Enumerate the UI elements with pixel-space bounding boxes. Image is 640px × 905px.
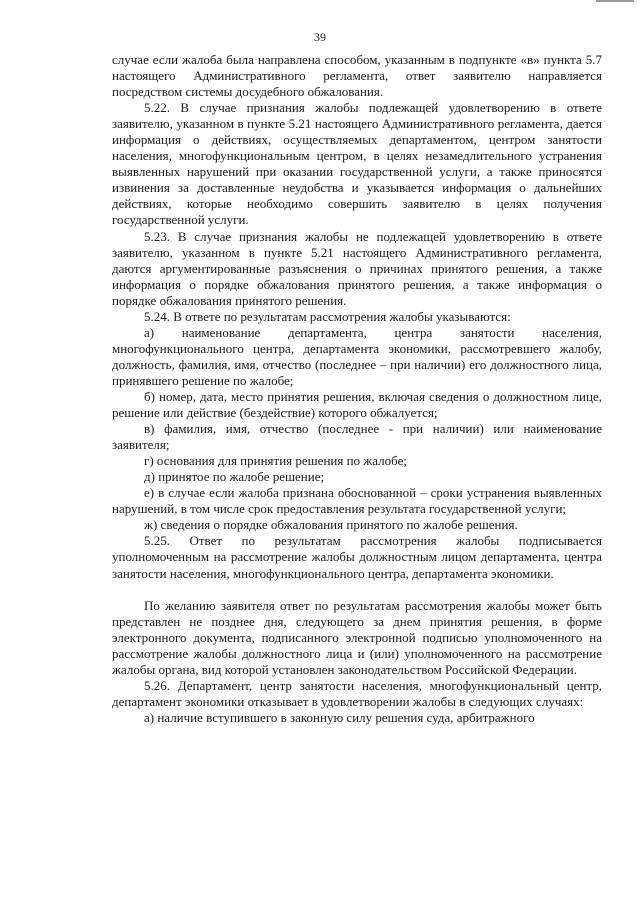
paragraph-5-22: 5.22. В случае признания жалобы подлежащей удовлетворению в ответе заявителю, указанном в пункте 5.21 настоящего Административного регламента, дается информация о действиях, осуществляемых департаментом, центром занятости населения, многофункциональным центром, в целях незамедлительного устранения выявленных нарушений при оказании государственной услуги, а также приносятся извинения за доставленные неудобства и указывается информация о дальнейших действиях, которые необходимо совершить заявителю в целях получения государственной услуги. <box>112 100 602 228</box>
paragraph-5-24: 5.24. В ответе по результатам рассмотрения жалобы указываются: <box>144 308 511 324</box>
paragraph-electronic-answer: По желанию заявителя ответ по результатам рассмотрения жалобы может быть представлен не позднее дня, следующего за днем принятия решения, в форме электронного документа, подписанного электронной подписью уполномоченного на рассмотрение жалобы должностного лица и (или) уполномоченного на рассмотрение жалобы органа, вид которой установлен законодательством Российской Федерации. <box>112 597 602 677</box>
list-item-b: б) номер, дата, место принятия решения, включая сведения о должностном лице, решение или действие (бездействие) которого обжалуется; <box>112 388 602 421</box>
list-item-d: д) принятое по жалобе решение; <box>144 469 325 485</box>
list-item-a-refusal: а) наличие вступившего в законную силу решения суда, арбитражного <box>144 709 535 725</box>
list-item-v: в) фамилия, имя, отчество (последнее - при наличии) или наименование заявителя; <box>112 421 602 453</box>
paragraph-5-25: 5.25. Ответ по результатам рассмотрения жалобы подписывается уполномоченным на рассмотрение жалобы должностным лицом департамента, центра занятости населения, многофункционального центра, департамента экономики. <box>112 533 602 581</box>
paragraph-5-23: 5.23. В случае признания жалобы не подлежащей удовлетворению в ответе заявителю, указанном в пункте 5.21 настоящего Административного регламента, даются аргументированные разъяснения о причинах принятого решения, а также информация о порядке обжалования принятого решения, а также информация о порядке обжалования принятого решения. <box>112 228 602 308</box>
document-body <box>112 52 602 726</box>
list-item-a: а) наименование департамента, центра занятости населения, многофункционального центра, департамента экономики, рассмотревшего жалобу, должность, фамилия, имя, отчество (последнее – при наличии) его должностного лица, принявшего решение по жалобе; <box>112 324 602 388</box>
list-item-zh: ж) сведения о порядке обжалования принятого по жалобе решения. <box>144 517 518 533</box>
page-number: 39 <box>314 30 326 44</box>
list-item-g: г) основания для принятия решения по жалобе; <box>144 453 407 469</box>
paragraph-continuation: случае если жалоба была направлена способом, указанным в подпункте «в» пункта 5.7 настоящего Административного регламента, ответ заявителю направляется посредством системы досудебного обжалования. <box>112 52 602 100</box>
list-item-e: е) в случае если жалоба признана обоснованной – сроки устранения выявленных нарушений, в том числе срок предоставления результата государственной услуги; <box>112 485 602 517</box>
paragraph-5-26: 5.26. Департамент, центр занятости населения, многофункциональный центр, департамент экономики отказывает в удовлетворении жалобы в следующих случаях: <box>112 677 602 709</box>
scan-edge-mark <box>596 0 634 2</box>
